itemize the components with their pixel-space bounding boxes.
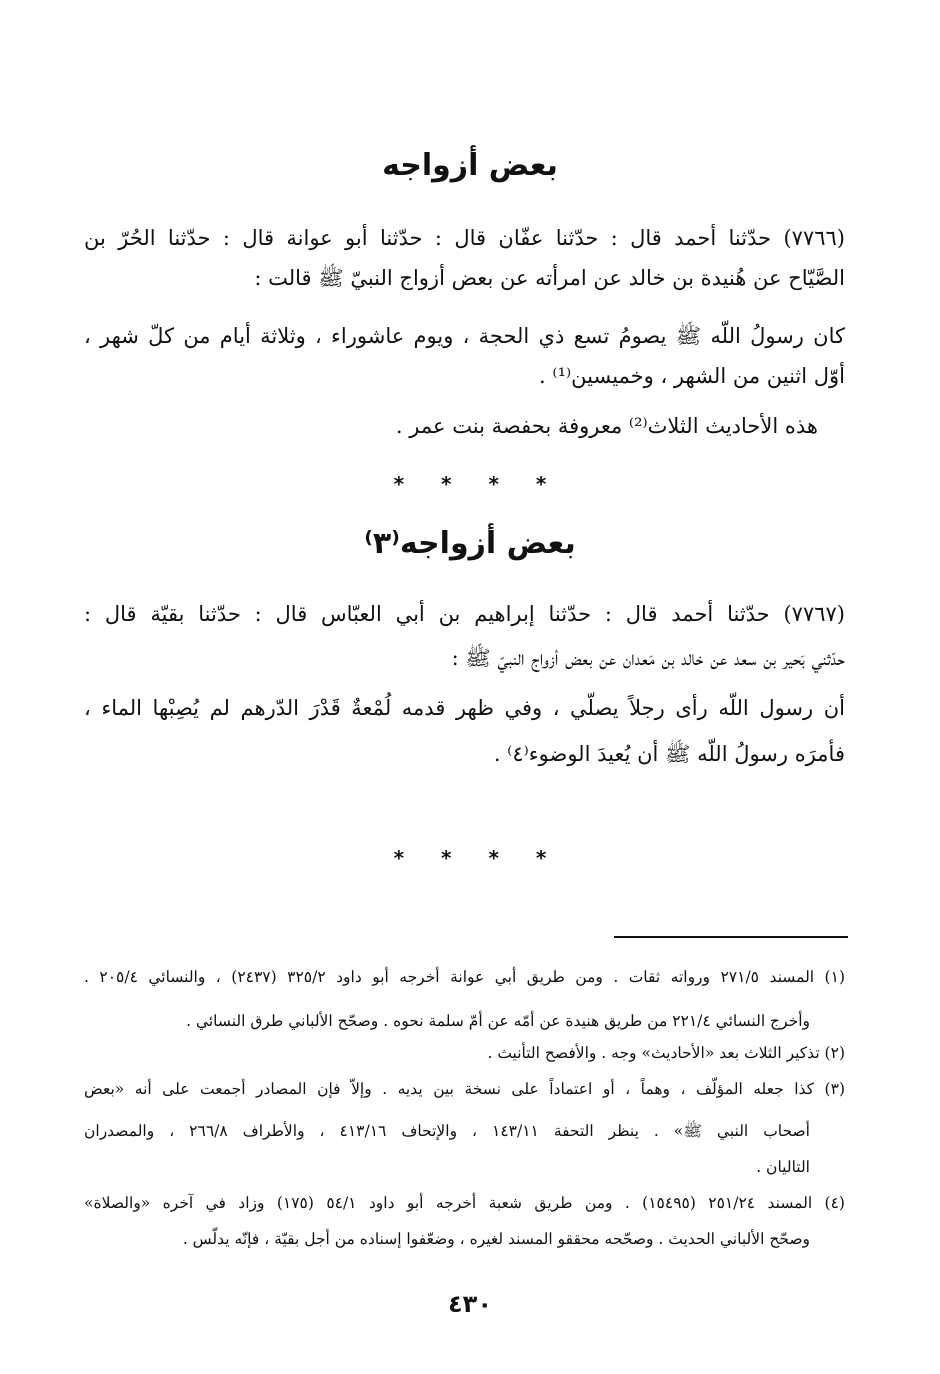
footnote-4-line-2: وصحّح الألباني الحديث . وصحّحه محققو المسند لغيره ، وضعّفوا إسناده من أجل بقيّة ، فإنّه يدلّس .	[182, 1230, 810, 1248]
hadith-7766-line-2: الصَّيّاح عن هُنيدة بن خالد عن امرأته عن بعض أزواج النبيّ ﷺ قالت :	[254, 266, 845, 290]
page-number: ٤٣٠	[448, 1290, 492, 1318]
hadith-7766-line-4: أوّل اثنين من الشهر ، وخميسين⁽¹⁾ .	[539, 364, 845, 388]
footnote-3-line-3: التاليان .	[756, 1158, 810, 1176]
hadith-7767-line-3: أن رسول اللّه رأى رجلاً يصلّي ، وفي ظهر قدمه لُمْعةٌ قَدْرَ الدّرهم لم يُصِبْها الماء ،	[84, 696, 845, 720]
section-separator-1: * * * *	[393, 472, 547, 496]
hadith-7767-line-1: (٧٧٦٧) حدّثنا أحمد قال : حدّثنا إبراهيم بن أبي العبّاس قال : حدّثنا بقيّة قال :	[84, 602, 845, 626]
hadith-7766-line-3: كان رسولُ اللّه ﷺ يصومُ تسع ذي الحجة ، ويوم عاشوراء ، وثلاثة أيام من كلّ شهر ،	[84, 324, 845, 348]
hadith-7767-line-2: حدّثني بَحير بن سعد عن خالد بن مَعدان عن بعض أزواج النبيّ ﷺ :	[451, 646, 845, 670]
footnote-4-line-1: (٤) المسند ٢٥١/٢٤ (١٥٤٩٥) . ومن طريق شعبة أخرجه أبو داود ٥٤/١ (١٧٥) وزاد في آخره «والصلاة»	[84, 1194, 845, 1212]
footnote-1-line-1: (١) المسند ٢٧١/٥ ورواته ثقات . ومن طريق أبي عوانة أخرجه أبو داود ٣٢٥/٢ (٢٤٣٧) ، والنسائي ٢٠٥/٤ .	[84, 968, 845, 986]
section-separator-2: * * * *	[393, 846, 547, 870]
footnote-3-line-1: (٣) كذا جعله المؤلّف ، وهماً ، أو اعتماداً على نسخة بين يديه . وإلاّ فإن المصادر أجمعت على أنه «بعض	[84, 1080, 845, 1098]
hadith-7767-line-4: فأمرَه رسولُ اللّه ﷺ أن يُعيدَ الوضوء⁽٤⁾ .	[493, 742, 845, 766]
commentary-line: هذه الأحاديث الثلاث⁽²⁾ معروفة بحفصة بنت عمر .	[395, 414, 818, 438]
hadith-7766-line-1: (٧٧٦٦) حدّثنا أحمد قال : حدّثنا عفّان قال : حدّثنا أبو عوانة قال : حدّثنا الحُرّ بن	[84, 226, 845, 250]
section-heading-2: بعض أزواجه⁽٣⁾	[364, 526, 576, 561]
section-heading-1: بعض أزواجه	[382, 148, 558, 183]
footnote-2: (٢) تذكير الثلاث بعد «الأحاديث» وجه . والأفصح التأنيث .	[487, 1044, 845, 1062]
footnote-rule	[614, 936, 848, 938]
footnote-1-line-2: وأخرج النسائي ٢٢١/٤ من طريق هنيدة عن أمّه عن أمّ سلمة نحوه . وصحّح الألباني طرق النسائي .	[186, 1012, 810, 1030]
footnote-3-line-2: أصحاب النبي ﷺ» . ينظر التحفة ١٤٣/١١ ، والإتحاف ٤١٣/١٦ ، والأطراف ٢٦٦/٨ ، والمصدران	[84, 1122, 810, 1140]
